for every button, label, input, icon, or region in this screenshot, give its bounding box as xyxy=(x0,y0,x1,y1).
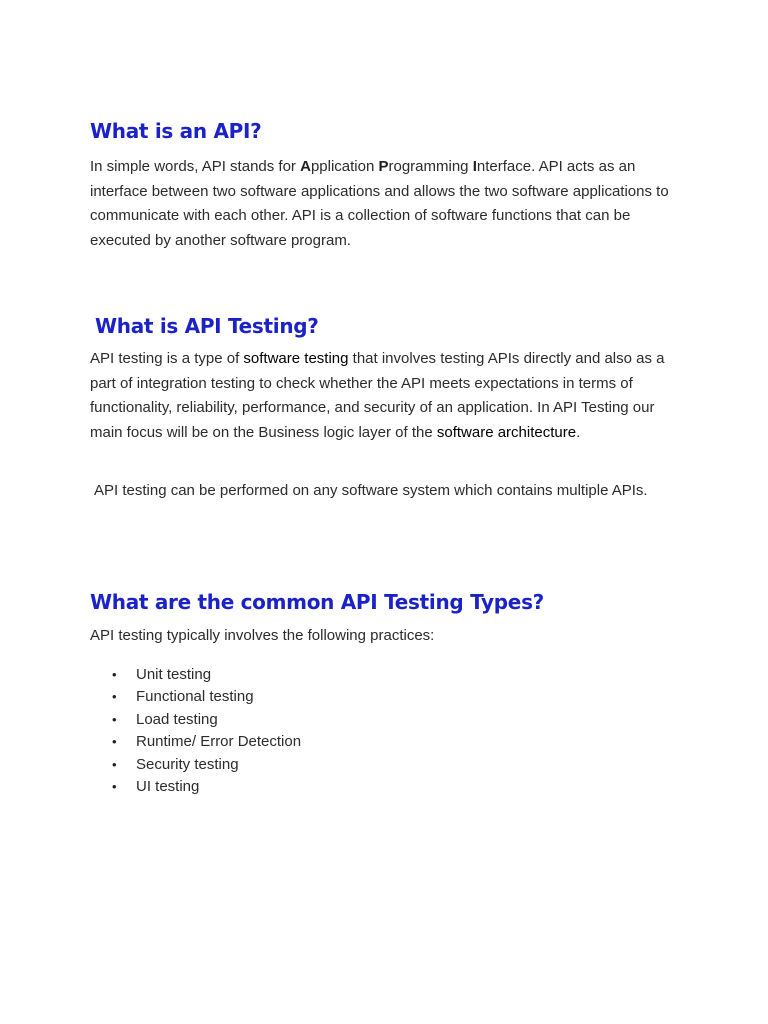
bullet-icon: • xyxy=(112,756,117,772)
heading-api-testing-types: What are the common API Testing Types? xyxy=(90,590,544,614)
acronym-letter-p: P xyxy=(378,158,389,175)
list-item-label: Load testing xyxy=(136,710,218,728)
list-item-label: Runtime/ Error Detection xyxy=(136,733,302,751)
text-run: API testing is a type of xyxy=(90,350,244,367)
list-item xyxy=(90,709,301,731)
heading-what-is-api-testing: What is API Testing? xyxy=(95,314,319,338)
text-run: rogramming xyxy=(388,158,473,175)
bullet-icon: • xyxy=(112,711,117,727)
term-software-architecture: software architecture xyxy=(436,423,577,441)
list-item xyxy=(90,686,301,708)
list-item-label: Unit testing xyxy=(136,666,212,683)
list-item xyxy=(90,731,301,753)
heading-what-is-api: What is an API? xyxy=(90,119,262,143)
list-item xyxy=(90,776,301,798)
bullet-icon: • xyxy=(112,734,117,750)
paragraph-api-definition xyxy=(90,155,690,253)
list-item-label: UI testing xyxy=(136,778,200,796)
text-run: pplication xyxy=(310,158,379,175)
paragraph-practices-intro: API testing typically involves the following practices: xyxy=(90,627,435,644)
text-run: In simple words, API stands for xyxy=(90,158,301,175)
text-run: nterface. API acts as an interface between two software applications and allows the two software applications to communicate with each other. API is a collection of software functions that can be executed by another software program. xyxy=(90,158,669,249)
list-item-label: Security testing xyxy=(136,755,239,773)
list-item xyxy=(90,664,301,686)
bullet-icon: • xyxy=(112,689,117,705)
paragraph-api-testing-definition xyxy=(90,347,690,445)
acronym-letter-a: A xyxy=(300,158,311,175)
acronym-letter-i: I xyxy=(472,158,477,175)
testing-types-list xyxy=(90,664,301,798)
term-software-testing: software testing xyxy=(243,350,349,367)
text-run: that involves testing APIs directly and also as a part of integration testing to check whether the API meets expectations in terms of functionality, reliability, performance, and security of an application. In API Testing our main focus will be on the Business logic layer of the xyxy=(90,350,665,441)
bullet-icon: • xyxy=(112,667,117,682)
paragraph-api-testing-scope: API testing can be performed on any software system which contains multiple APIs. xyxy=(94,482,648,499)
text-run: . xyxy=(576,423,581,441)
list-item xyxy=(90,754,301,776)
list-item-label: Functional testing xyxy=(136,688,254,706)
bullet-icon: • xyxy=(112,779,117,795)
